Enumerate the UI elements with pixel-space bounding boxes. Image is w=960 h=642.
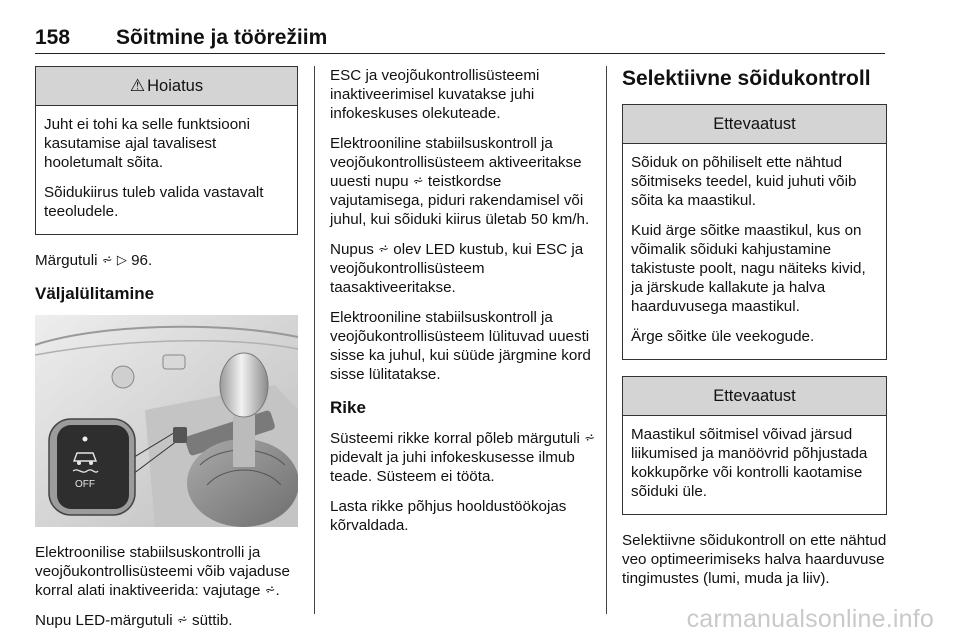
gear-shift-illustration (35, 315, 298, 527)
paragraph-workshop: Lasta rikke põhjus hooldustöökojas kõrvaldada. (330, 498, 567, 534)
warning-text-2: Sõidukiirus tuleb valida vastavalt teeoludele. (44, 184, 264, 220)
caution-box-1-body (623, 144, 886, 359)
column-3 (622, 66, 887, 599)
header-rule (35, 53, 885, 54)
esc-off-button-icon: ⩫ (176, 612, 188, 627)
subheading-fault: Rike (330, 398, 366, 417)
caution-box-1 (622, 104, 887, 360)
page-number: 158 (35, 26, 71, 49)
caution-box-2-body (623, 416, 886, 514)
page-header (35, 26, 327, 50)
esc-off-button-icon: ⩫ (412, 173, 424, 188)
caution-1-text-1: Sõiduk on põhiliselt ette nähtud sõitmiseks teedel, kuid juhuti võib sõita ka maastikul. (631, 154, 857, 209)
marker-line: Märgutuli ⩫ ▷ 96. (35, 252, 153, 269)
paragraph-status-message: ESC ja veojõukontrollisüsteemi inaktiveerimisel kuvatakse juhi infokeskuses olekuteade. (330, 67, 540, 122)
deactivate-instruction: Elektroonilise stabiilsuskontrolli ja veojõukontrollisüsteemi võib vajaduse korral alati inaktiveerida: vajutage ⩫. (35, 544, 290, 599)
page-reference-icon: ▷ (116, 252, 127, 267)
off-label: OFF (75, 479, 95, 490)
paragraph-led-off: Nupus ⩫ olev LED kustub, kui ESC ja veojõukontrollisüsteem taasaktiveeritakse. (330, 241, 584, 296)
column-divider-2 (606, 66, 607, 614)
warning-box-title: ⚠ Hoiatus (36, 67, 297, 106)
paragraph-selective-drive: Selektiivne sõidukontroll on ette nähtud veo optimeerimiseks halva haarduvuse tingimustes (lumi, muda ja liiv). (622, 532, 887, 587)
esc-indicator-icon: ⩫ (101, 252, 113, 267)
subheading-deactivation: Väljalülitamine (35, 284, 155, 303)
led-status-text: Nupu LED-märgutuli ⩫ süttib. (35, 612, 233, 629)
chapter-title: Sõitmine ja töörežiim (116, 26, 328, 49)
esc-indicator-icon: ⩫ (584, 430, 595, 445)
caution-2-text-1: Maastikul sõitmisel võivad järsud liikumised ja manöövrid põhjustada kokkupõrke või kontrolli kaotamise sõiduki üle. (631, 426, 868, 500)
warning-triangle-icon: ⚠ (129, 76, 146, 95)
paragraph-ignition: Elektrooniline stabiilsuskontroll ja veojõukontrollisüsteem lülituvad uuesti sisse ka juhul, kui süüde järgmine kord sisse lülitatakse. (330, 309, 591, 383)
caution-1-text-2: Kuid ärge sõitke maastikul, kus on võimalik sõiduki kahjustamine takistuste poolt, nagu näiteks kivid, ja järskude kallakute ja halva haarduvusega maastikul. (631, 222, 866, 315)
caution-box-1-title: Ettevaatust (623, 105, 886, 144)
column-divider-1 (314, 66, 315, 614)
paragraph-reactivation: Elektrooniline stabiilsuskontroll ja veojõukontrollisüsteem aktiveeritakse uuesti nupu ⩫ teistkordse vajutamisega, piduri rakendamisel või juhul, kui sõiduki kiirus ületab 50 km/h. (330, 135, 590, 228)
paragraph-fault: Süsteemi rikke korral põleb märgutuli ⩫ pidevalt ja juhi infokeskusesse ilmub teade. Süsteem ei tööta. (330, 430, 595, 485)
section-title: Selektiivne sõidukontroll (622, 67, 871, 90)
caution-1-text-3: Ärge sõitke üle veekogude. (631, 328, 815, 345)
esc-off-button-icon: ⩫ (378, 241, 390, 256)
column-2 (330, 66, 595, 546)
caution-box-2-title: Ettevaatust (623, 377, 886, 416)
warning-text-1: Juht ei tohi ka selle funktsiooni kasutamise ajal tavalisest hooletumalt sõita. (44, 116, 250, 171)
caution-box-2 (622, 376, 887, 515)
watermark: carmanualsonline.info (686, 605, 934, 633)
column-1 (35, 66, 298, 641)
warning-box-body (36, 106, 297, 234)
warning-box (35, 66, 298, 235)
esc-off-button-icon: ⩫ (264, 582, 276, 597)
